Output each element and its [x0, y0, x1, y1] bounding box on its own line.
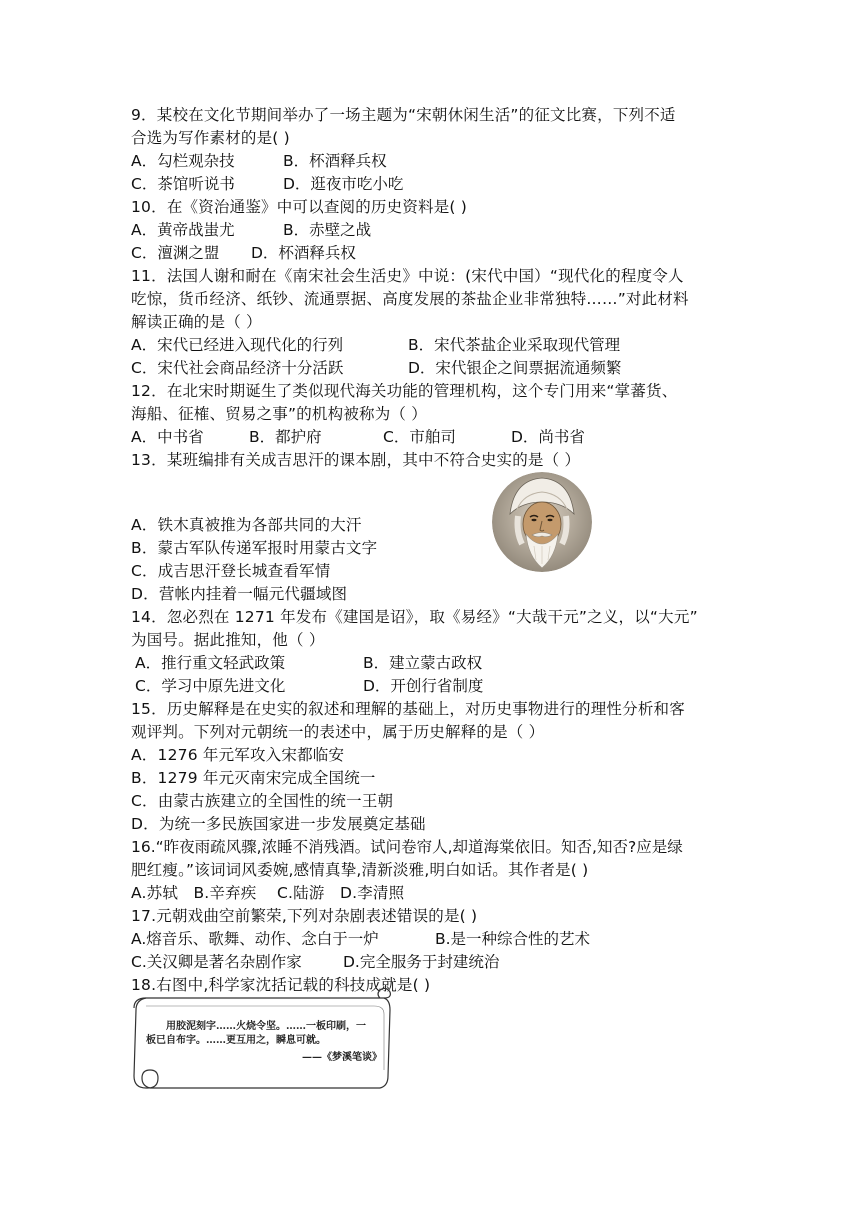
q12-option-b[interactable]: B．都护府	[249, 428, 322, 446]
q10-stem: 10．在《资治通鉴》中可以查阅的历史资料是( )	[131, 198, 468, 216]
q14-option-d[interactable]: D．开创行省制度	[363, 677, 484, 695]
q9-option-c[interactable]: C．茶馆听说书	[131, 175, 235, 193]
q12-option-a[interactable]: A．中书省	[131, 428, 204, 446]
scroll-quote	[146, 1020, 382, 1048]
q9-option-b[interactable]: B．杯酒释兵权	[283, 152, 387, 170]
q17-option-c[interactable]: C.关汉卿是著名杂剧作家	[131, 953, 302, 971]
q15-option-a[interactable]: A．1276 年元军攻入宋都临安	[131, 746, 345, 764]
q14-option-a[interactable]: A．推行重文轻武政策	[135, 654, 286, 672]
q9-stem-line2: 合选为写作素材的是( )	[131, 129, 290, 147]
q11-option-d[interactable]: D．宋代银企之间票据流通频繁	[408, 359, 622, 377]
q9-option-a[interactable]: A．勾栏观杂技	[131, 152, 235, 170]
genghis-khan-portrait	[492, 472, 592, 572]
q10-option-b[interactable]: B．赤壁之战	[283, 221, 372, 239]
q11-stem-line2: 吃惊，货币经济、纸钞、流通票据、高度发展的茶盐企业非常独特……”对此材料	[131, 290, 689, 308]
q14-option-b[interactable]: B．建立蒙古政权	[363, 654, 483, 672]
q14-stem-line2: 为国号。据此推知，他（ ）	[131, 631, 325, 649]
q15-option-d[interactable]: D．为统一多民族国家进一步发展奠定基础	[131, 815, 426, 833]
q17-option-b[interactable]: B.是一种综合性的艺术	[435, 930, 591, 948]
q17-option-d[interactable]: D.完全服务于封建统治	[343, 953, 500, 971]
q12-stem-line2: 海船、征榷、贸易之事”的机构被称为（ ）	[131, 405, 427, 423]
q15-stem-line1: 15．历史解释是在史实的叙述和理解的基础上，对历史事物进行的理性分析和客	[131, 700, 685, 718]
q17-stem: 17.元朝戏曲空前繁荣,下列对杂剧表述错误的是( )	[131, 907, 478, 925]
q12-stem-line1: 12．在北宋时期诞生了类似现代海关功能的管理机构，这个专门用来“掌蕃货、	[131, 382, 678, 400]
q13-stem: 13．某班编排有关成吉思汗的课本剧，其中不符合史实的是（ ）	[131, 451, 581, 469]
scroll-quote-line2: 板已自布字。……更互用之，瞬息可就。	[146, 1035, 326, 1046]
q15-option-b[interactable]: B．1279 年元灭南宋完成全国统一	[131, 769, 376, 787]
q13-option-b[interactable]: B．蒙古军队传递军报时用蒙古文字	[131, 539, 378, 557]
q15-stem-line2: 观评判。下列对元朝统一的表述中，属于历史解释的是（ ）	[131, 723, 545, 741]
q10-option-a[interactable]: A．黄帝战蚩尤	[131, 221, 235, 239]
q10-option-d[interactable]: D．杯酒释兵权	[251, 244, 356, 262]
q15-option-c[interactable]: C．由蒙古族建立的全国性的统一王朝	[131, 792, 394, 810]
q16-options[interactable]: A.苏轼 B.辛弃疾 C.陆游 D.李清照	[131, 884, 405, 902]
q13-option-d[interactable]: D．营帐内挂着一幅元代疆域图	[131, 585, 348, 603]
q11-option-c[interactable]: C．宋代社会商品经济十分活跃	[131, 359, 344, 377]
q11-option-a[interactable]: A．宋代已经进入现代化的行列	[131, 336, 344, 354]
q11-stem-line1: 11．法国人谢和耐在《南宋社会生活史》中说：(宋代中国）“现代化的程度令人	[131, 267, 684, 285]
q13-option-a[interactable]: A．铁木真被推为各部共同的大汗	[131, 516, 362, 534]
q11-option-b[interactable]: B．宋代茶盐企业采取现代管理	[408, 336, 621, 354]
q9-option-d[interactable]: D．逛夜市吃小吃	[283, 175, 404, 193]
q14-stem-line1: 14．忽必烈在 1271 年发布《建国是诏》，取《易经》“大哉干元”之义，以“大元”	[131, 608, 698, 626]
q18-stem: 18.右图中,科学家沈括记载的科技成就是( )	[131, 976, 431, 994]
scroll-quote-line1: 用胶泥刻字……火烧令坚。……一板印刷，一	[166, 1021, 366, 1032]
q16-stem-line1: 16.“昨夜雨疏风骤,浓睡不消残酒。试问卷帘人,却道海棠依旧。知否,知否?应是绿	[131, 838, 683, 856]
q16-stem-line2: 肥红瘦。”该词词风委婉,感情真挚,清新淡雅,明白如话。其作者是( )	[131, 861, 589, 879]
q12-option-d[interactable]: D．尚书省	[511, 428, 585, 446]
scroll-source: ——《梦溪笔谈》	[302, 1052, 382, 1063]
q13-option-c[interactable]: C．成吉思汗登长城查看军情	[131, 562, 331, 580]
q9-stem-line1: 9．某校在文化节期间举办了一场主题为“宋朝休闲生活”的征文比赛，下列不适	[131, 106, 676, 124]
q10-option-c[interactable]: C．澶渊之盟	[131, 244, 220, 262]
q14-option-c[interactable]: C．学习中原先进文化	[135, 677, 286, 695]
q12-option-c[interactable]: C．市舶司	[383, 428, 456, 446]
q17-option-a[interactable]: A.熔音乐、歌舞、动作、念白于一炉	[131, 930, 379, 948]
q11-stem-line3: 解读正确的是（ ）	[131, 313, 262, 331]
portrait-illustration	[492, 472, 592, 572]
